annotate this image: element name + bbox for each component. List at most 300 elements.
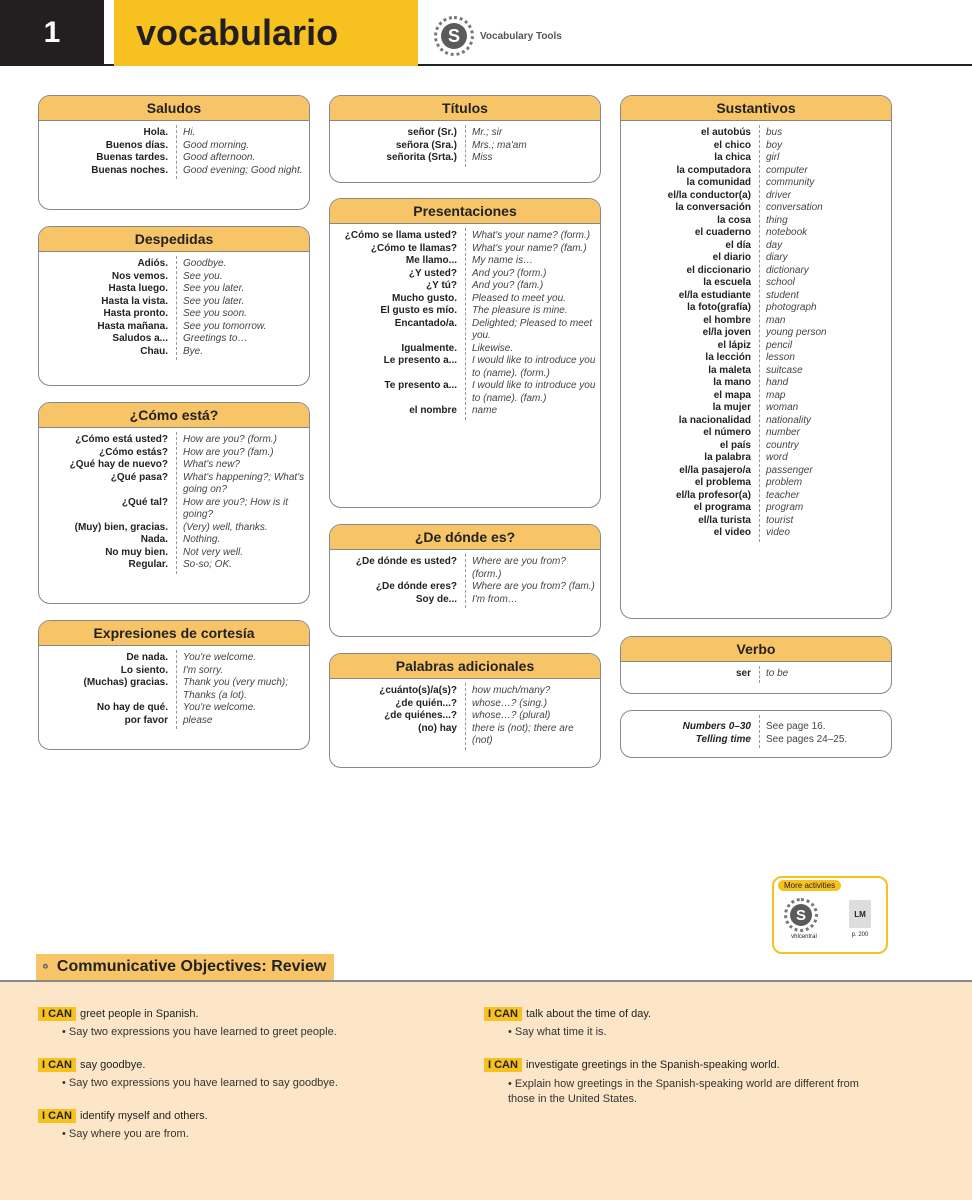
- spanish-term: Hola.: [143, 127, 168, 138]
- adicionales-box: [329, 653, 601, 768]
- spanish-term: Encantado/a.: [394, 317, 457, 329]
- spanish-term: señorita (Srta.): [386, 152, 457, 163]
- spanish-term: la chica: [714, 152, 751, 163]
- english-translation: woman: [766, 402, 799, 413]
- english-translation: You're welcome.: [183, 702, 257, 713]
- english-translation: And you? (fam.): [472, 280, 544, 291]
- vocab-row: [39, 271, 309, 284]
- spanish-term: el hombre: [703, 314, 751, 326]
- vocab-row: [330, 230, 600, 243]
- vocab-row: [39, 296, 309, 309]
- spanish-term: el programa: [693, 502, 751, 513]
- donde-list: [330, 550, 600, 612]
- presentaciones-box: [329, 198, 601, 508]
- english-translation: So-so; OK.: [183, 559, 232, 570]
- english-translation: school: [766, 277, 795, 288]
- spanish-term: Buenas noches.: [91, 164, 168, 176]
- objectives-heading: [36, 954, 334, 980]
- cortesia-box: [38, 620, 310, 750]
- spanish-term: el/la conductor(a): [667, 189, 751, 201]
- objective-bullet: • Say where you are from.: [62, 1128, 189, 1140]
- spanish-term: el/la estudiante: [678, 289, 751, 301]
- spanish-term: la palabra: [704, 452, 751, 463]
- vocab-row: [621, 440, 891, 453]
- vocabulary-tools-label: Vocabulary Tools: [480, 30, 562, 42]
- spanish-term: el/la turista: [698, 514, 751, 526]
- english-translation: Likewise.: [472, 342, 514, 354]
- cortesia-list: [39, 646, 309, 733]
- english-translation: Greetings to…: [183, 333, 248, 344]
- spanish-term: Saludos a...: [112, 333, 168, 344]
- titulos-list: [330, 121, 600, 171]
- spanish-term: señora (Sra.): [395, 139, 457, 151]
- vocab-row: [621, 352, 891, 365]
- spanish-term: No muy bien.: [105, 546, 168, 558]
- english-translation: I would like to introduce you to (name). (fam.): [472, 380, 596, 404]
- vocab-row: [39, 459, 309, 472]
- english-translation: See you later.: [183, 283, 245, 294]
- spanish-term: la foto(grafía): [687, 302, 751, 313]
- objective-item: I CAN talk about the time of day. • Say what time it is.: [484, 1008, 651, 1038]
- spanish-term: Hasta la vista.: [101, 295, 168, 307]
- english-translation: (Very) well, thanks.: [183, 521, 268, 533]
- english-translation: boy: [766, 139, 783, 151]
- english-translation: there is (not); there are (not): [472, 722, 574, 746]
- english-translation: whose…? (sing.): [472, 697, 548, 709]
- english-translation: See you later.: [183, 295, 245, 307]
- spanish-term: la nacionalidad: [678, 414, 751, 426]
- spanish-term: Lo siento.: [120, 664, 168, 676]
- english-translation: And you? (form.): [472, 267, 547, 279]
- vocab-row: [330, 556, 600, 581]
- vocab-row: [39, 434, 309, 447]
- vocab-row: [330, 243, 600, 256]
- spanish-term: De nada.: [126, 652, 168, 663]
- spanish-term: el número: [703, 427, 751, 438]
- vocab-row: [39, 677, 309, 702]
- vocab-row: [39, 283, 309, 296]
- vocab-row: [330, 140, 600, 153]
- english-translation: please: [183, 714, 213, 726]
- vocab-row: [621, 302, 891, 315]
- page-title: vocabulario: [114, 0, 418, 66]
- vocab-row: [621, 127, 891, 140]
- vocab-row: [621, 240, 891, 253]
- spanish-term: Regular.: [128, 559, 168, 570]
- english-translation: See you.: [183, 270, 223, 282]
- supersite-icon: S: [434, 16, 474, 56]
- vocab-row: [39, 140, 309, 153]
- spanish-term: ¿Cómo se llama usted?: [344, 230, 457, 241]
- vocab-row: [621, 152, 891, 165]
- vocab-row: [39, 472, 309, 497]
- english-translation: how much/many?: [472, 685, 551, 696]
- english-translation: Where are you from? (fam.): [472, 581, 595, 592]
- vocab-row: [621, 427, 891, 440]
- spanish-term: el lápiz: [717, 339, 751, 351]
- vocab-row: [621, 290, 891, 303]
- spanish-term: ser: [735, 668, 751, 679]
- spanish-term: ¿de quién...?: [395, 697, 457, 709]
- vocab-row: [330, 318, 600, 343]
- spanish-term: ¿cuánto(s)/a(s)?: [379, 685, 457, 696]
- english-translation: dictionary: [766, 264, 809, 276]
- spanish-term: (no) hay: [418, 722, 457, 734]
- spanish-term: la conversación: [675, 202, 751, 213]
- donde-box: [329, 524, 601, 637]
- spanish-term: el país: [719, 439, 751, 451]
- vocab-row: [330, 685, 600, 698]
- sustantivos-box: [620, 95, 892, 619]
- vocab-row: [621, 327, 891, 340]
- spanish-term: la mano: [713, 377, 751, 388]
- vocab-row: [621, 477, 891, 490]
- english-translation: teacher: [766, 489, 800, 501]
- english-translation: What's your name? (form.): [472, 230, 591, 241]
- vocab-row: [621, 165, 891, 178]
- english-translation: photograph: [766, 302, 817, 313]
- spanish-term: por favor: [124, 714, 168, 726]
- objectives-panel: [0, 980, 972, 1200]
- spanish-term: (Muchas) gracias.: [83, 677, 168, 688]
- spanish-term: Le presento a...: [383, 355, 457, 366]
- english-translation: name: [472, 405, 498, 416]
- spanish-term: El gusto es mío.: [380, 305, 457, 316]
- sustantivos-title: Sustantivos: [621, 96, 891, 121]
- english-translation: program: [766, 502, 804, 513]
- vocabulary-tools-link[interactable]: [434, 16, 562, 56]
- vocab-row: [39, 497, 309, 522]
- vocab-row: [621, 190, 891, 203]
- spanish-term: el/la pasajero/a: [679, 464, 751, 476]
- english-translation: Mrs.; ma'am: [472, 139, 527, 151]
- spanish-term: el nombre: [409, 405, 457, 416]
- sustantivos-list: [621, 121, 891, 546]
- objective-item: I CAN identify myself and others. • Say where you are from.: [38, 1110, 208, 1140]
- english-translation: How are you? (fam.): [183, 446, 274, 458]
- vocab-row: [330, 280, 600, 293]
- i-can-tag: I CAN: [38, 1058, 76, 1072]
- english-translation: Nothing.: [183, 534, 221, 545]
- english-translation: nationality: [766, 414, 812, 426]
- spanish-term: la cosa: [717, 214, 751, 226]
- vocab-row: [621, 390, 891, 403]
- english-translation: lesson: [766, 352, 795, 363]
- vocab-row: [621, 227, 891, 240]
- spanish-term: Hasta mañana.: [97, 320, 168, 332]
- spanish-term: el/la profesor(a): [675, 489, 751, 501]
- vocab-row: [330, 127, 600, 140]
- i-can-tag: I CAN: [38, 1109, 76, 1123]
- spanish-term: Nada.: [140, 534, 168, 545]
- i-can-tag: I CAN: [484, 1007, 522, 1021]
- english-translation: Thank you (very much); Thanks (a lot).: [183, 677, 289, 701]
- english-translation: passenger: [766, 464, 813, 476]
- titulos-title: Títulos: [330, 96, 600, 121]
- english-translation: Good morning.: [183, 139, 250, 151]
- numbers-box: [620, 710, 892, 758]
- english-translation: What's new?: [183, 459, 240, 470]
- spanish-term: Me llamo...: [405, 255, 457, 266]
- spanish-term: Buenos días.: [105, 139, 168, 151]
- spanish-term: el mapa: [713, 389, 751, 401]
- titulos-box: [329, 95, 601, 183]
- vocab-row: [330, 710, 600, 723]
- vocab-row: [39, 127, 309, 140]
- page-header: [0, 0, 972, 66]
- english-translation: Not very well.: [183, 546, 244, 558]
- vocab-row: [621, 465, 891, 478]
- english-translation: Pleased to meet you.: [472, 292, 566, 304]
- chapter-number: 1: [0, 0, 104, 66]
- vocab-row: [621, 527, 891, 540]
- english-translation: See you tomorrow.: [183, 320, 267, 332]
- vocab-row: [621, 402, 891, 415]
- english-translation: I'm sorry.: [183, 664, 224, 676]
- despedidas-list: [39, 252, 309, 364]
- english-translation: driver: [766, 189, 792, 201]
- vocab-row: [39, 547, 309, 560]
- english-translation: girl: [766, 152, 780, 163]
- vocab-row: [621, 340, 891, 353]
- english-translation: suitcase: [766, 364, 803, 376]
- vocab-row: [39, 258, 309, 271]
- spanish-term: ¿Y tú?: [426, 280, 457, 291]
- english-translation: Miss: [472, 152, 493, 163]
- vocab-row: [621, 490, 891, 503]
- spanish-term: la maleta: [708, 364, 751, 376]
- i-can-tag: I CAN: [38, 1007, 76, 1021]
- como-title: ¿Cómo está?: [39, 403, 309, 428]
- vocab-row: [621, 502, 891, 515]
- spanish-term: ¿De dónde eres?: [375, 581, 457, 592]
- spanish-term: el día: [725, 239, 751, 251]
- english-translation: What's happening?; What's going on?: [183, 471, 305, 495]
- english-translation: map: [766, 389, 786, 401]
- english-translation: See you soon.: [183, 308, 247, 319]
- english-translation: My name is…: [472, 255, 534, 266]
- vocab-row: [621, 252, 891, 265]
- english-translation: See pages 24–25.: [766, 733, 848, 745]
- cortesia-title: Expresiones de cortesía: [39, 621, 309, 646]
- english-translation: Bye.: [183, 345, 204, 357]
- vocab-row: [621, 202, 891, 215]
- english-translation: Hi.: [183, 127, 196, 138]
- spanish-term: ¿Cómo te llamas?: [370, 242, 457, 254]
- spanish-term: Chau.: [140, 345, 168, 357]
- vocab-row: [621, 265, 891, 278]
- verbo-box: [620, 636, 892, 694]
- lab-manual-icon: LM: [849, 900, 871, 928]
- supersite-activity-link[interactable]: [784, 898, 824, 940]
- vocab-row: [621, 365, 891, 378]
- english-translation: Good afternoon.: [183, 152, 256, 163]
- english-translation: How are you? (form.): [183, 434, 277, 445]
- english-translation: Good evening; Good night.: [183, 164, 303, 176]
- spanish-term: señor (Sr.): [407, 127, 457, 138]
- como-list: [39, 428, 309, 578]
- spanish-term: ¿De dónde es usted?: [355, 556, 457, 567]
- english-translation: day: [766, 239, 783, 251]
- objectives-title: Communicative Objectives: Review: [56, 958, 327, 975]
- english-translation: I'm from…: [472, 593, 518, 605]
- vocab-row: [330, 255, 600, 268]
- vocab-row: [39, 321, 309, 334]
- donde-title: ¿De dónde es?: [330, 525, 600, 550]
- english-translation: word: [766, 452, 788, 463]
- objective-bullet: • Say what time it is.: [508, 1026, 607, 1038]
- vocab-row: [621, 721, 891, 734]
- english-translation: hand: [766, 377, 789, 388]
- spanish-term: la lección: [705, 352, 751, 363]
- vocab-row: [39, 522, 309, 535]
- english-translation: thing: [766, 214, 788, 226]
- lab-manual-link[interactable]: [842, 900, 878, 938]
- english-translation: How are you?; How is it going?: [183, 496, 289, 520]
- english-translation: computer: [766, 164, 808, 176]
- english-translation: whose…? (plural): [472, 710, 551, 721]
- saludos-list: [39, 121, 309, 183]
- spanish-term: Te presento a...: [384, 380, 457, 391]
- vocab-row: [39, 333, 309, 346]
- vocab-row: [330, 268, 600, 281]
- como-esta-box: [38, 402, 310, 604]
- vocab-row: [621, 377, 891, 390]
- vocab-row: [330, 152, 600, 165]
- supersite-icon: S: [784, 898, 818, 932]
- vocab-row: [330, 594, 600, 607]
- objective-item: I CAN greet people in Spanish. • Say two expressions you have learned to greet people.: [38, 1008, 337, 1038]
- vocab-row: [330, 380, 600, 405]
- english-translation: number: [766, 427, 800, 438]
- english-translation: to be: [766, 668, 789, 679]
- spanish-term: (Muy) bien, gracias.: [74, 521, 168, 533]
- presentaciones-title: Presentaciones: [330, 199, 600, 224]
- english-translation: conversation: [766, 202, 823, 213]
- vocab-row: [39, 559, 309, 572]
- vocab-row: [621, 140, 891, 153]
- spanish-term: la comunidad: [686, 177, 751, 188]
- vocab-row: [621, 315, 891, 328]
- vocab-row: [39, 534, 309, 547]
- english-translation: Mr.; sir: [472, 127, 503, 138]
- spanish-term: el diario: [712, 252, 751, 263]
- more-activities-label: More activities: [778, 880, 841, 891]
- english-translation: Where are you from? (form.): [472, 556, 566, 580]
- vocab-row: [621, 277, 891, 290]
- verbo-title: Verbo: [621, 637, 891, 662]
- vocab-row: [330, 405, 600, 418]
- saludos-box: [38, 95, 310, 210]
- vhlcentral-caption: vhlcentral: [791, 934, 817, 940]
- vocab-row: [621, 452, 891, 465]
- more-activities-panel[interactable]: [772, 876, 888, 954]
- english-translation: country: [766, 439, 799, 451]
- saludos-title: Saludos: [39, 96, 309, 121]
- spanish-term: Adiós.: [137, 258, 168, 269]
- english-translation: pencil: [766, 339, 793, 351]
- vocab-row: [39, 652, 309, 665]
- english-translation: student: [766, 289, 799, 301]
- spanish-term: Mucho gusto.: [392, 292, 457, 304]
- spanish-term: Hasta luego.: [108, 283, 168, 294]
- objective-bullet: • Explain how greetings in the Spanish-speaking world are different from those in the United States.: [508, 1078, 859, 1105]
- spanish-term: Numbers 0–30: [682, 721, 751, 732]
- vocab-row: [621, 177, 891, 190]
- objective-bullet: • Say two expressions you have learned to say goodbye.: [62, 1077, 338, 1089]
- despedidas-box: [38, 226, 310, 386]
- vocab-row: [330, 305, 600, 318]
- vocab-row: [39, 152, 309, 165]
- spanish-term: ¿de quiénes...?: [384, 710, 457, 721]
- english-translation: You're welcome.: [183, 652, 257, 663]
- english-translation: notebook: [766, 227, 808, 238]
- vocab-row: [330, 293, 600, 306]
- english-translation: I would like to introduce you to (name). (form.): [472, 355, 596, 379]
- spanish-term: ¿Qué pasa?: [110, 471, 168, 483]
- english-translation: bus: [766, 127, 783, 138]
- spanish-term: la mujer: [712, 402, 751, 413]
- english-translation: Delighted; Pleased to meet you.: [472, 317, 593, 341]
- spanish-term: ¿Cómo está usted?: [75, 434, 168, 445]
- english-translation: The pleasure is mine.: [472, 305, 568, 316]
- i-can-tag: I CAN: [484, 1058, 522, 1072]
- objective-item: I CAN say goodbye. • Say two expressions you have learned to say goodbye.: [38, 1059, 338, 1089]
- english-translation: young person: [766, 327, 827, 338]
- english-translation: What's your name? (fam.): [472, 242, 587, 254]
- vocab-row: [39, 702, 309, 715]
- english-translation: See page 16.: [766, 721, 826, 732]
- english-translation: video: [766, 527, 790, 538]
- spanish-term: el cuaderno: [694, 227, 751, 238]
- english-translation: diary: [766, 252, 788, 263]
- vocab-row: [621, 734, 891, 747]
- spanish-term: ¿Y usted?: [408, 267, 457, 279]
- vocab-row: [621, 415, 891, 428]
- objective-bullet: • Say two expressions you have learned to greet people.: [62, 1026, 337, 1038]
- vocab-row: [330, 343, 600, 356]
- english-translation: man: [766, 314, 786, 326]
- spanish-term: Soy de...: [415, 593, 457, 605]
- english-translation: Goodbye.: [183, 258, 227, 269]
- objective-item: I CAN investigate greetings in the Spanish-speaking world. • Explain how greetings in the Spanish-speaking world are different from those in the United States.: [484, 1059, 884, 1107]
- spanish-term: la escuela: [703, 277, 751, 288]
- english-translation: problem: [766, 477, 803, 488]
- vocab-row: [330, 581, 600, 594]
- spanish-term: ¿Qué hay de nuevo?: [69, 459, 168, 470]
- spanish-term: el problema: [694, 477, 751, 488]
- vocab-row: [330, 723, 600, 748]
- english-translation: tourist: [766, 514, 794, 526]
- spanish-term: Hasta pronto.: [103, 308, 168, 319]
- spanish-term: Igualmente.: [401, 342, 457, 354]
- vocab-row: [39, 665, 309, 678]
- vocab-row: [39, 447, 309, 460]
- spanish-term: la computadora: [676, 164, 751, 176]
- vocab-row: [330, 355, 600, 380]
- spanish-term: el autobús: [700, 127, 751, 138]
- verbo-list: [621, 662, 891, 687]
- objectives-icon: ⚬: [40, 959, 51, 974]
- spanish-term: el diccionario: [686, 264, 751, 276]
- spanish-term: el chico: [713, 139, 751, 151]
- despedidas-title: Despedidas: [39, 227, 309, 252]
- spanish-term: No hay de qué.: [96, 702, 168, 713]
- spanish-term: Telling time: [695, 733, 751, 745]
- presentaciones-list: [330, 224, 600, 424]
- spanish-term: el video: [713, 527, 751, 538]
- english-translation: community: [766, 177, 815, 188]
